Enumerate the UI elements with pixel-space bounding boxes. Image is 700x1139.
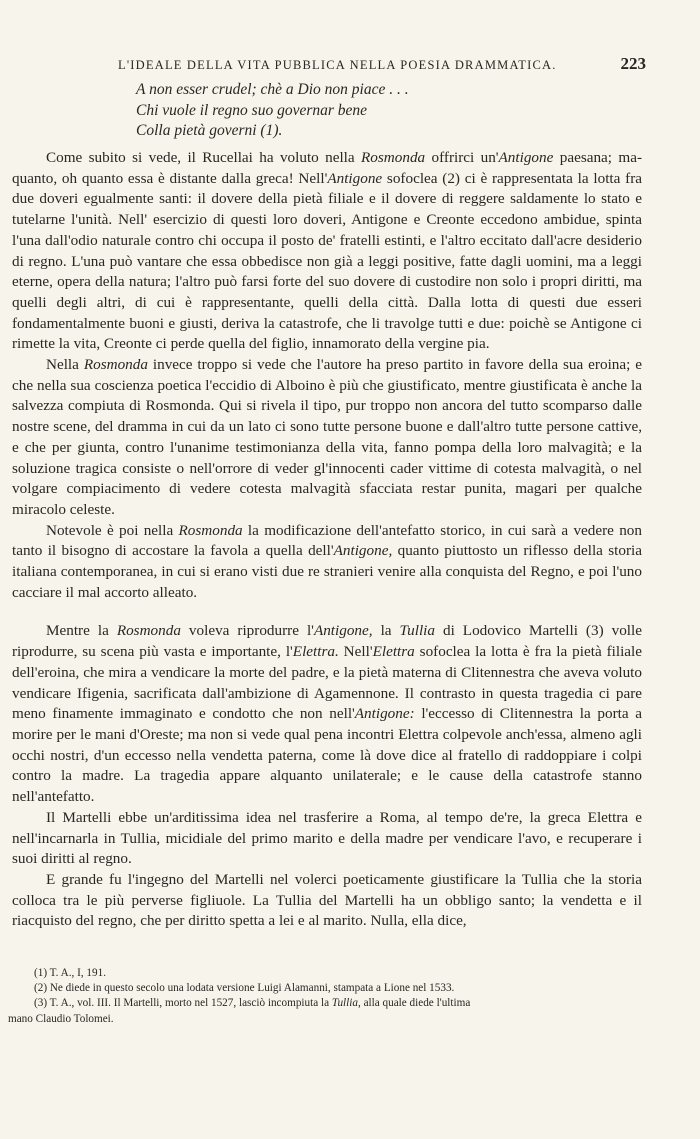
italic-title: Tullia	[331, 997, 358, 1010]
text-run: E grande fu l'ingegno del Martelli nel volerci poeticamente giustificare la Tullia che la storia colloca tra le più perverse figliuole. La Tullia del Martelli ha un obbligo santo; la vendetta e il riacquisto del regno, che per diritto spetta a lei e al marito. Nulla, ella dice,	[12, 870, 642, 930]
page-header	[60, 54, 646, 78]
text-run: la	[372, 622, 400, 640]
text-run: sofoclea la lotta è fra la pietà filiale dell'eroina, che mira a vendicare la morte del padre, e la pietà materna di Clitennestra che aveva voluto vendicare Ifigenia, sacrificata dall'ambizione di Agamennone. Il contrasto in questa tragedia ci pare meno finamente immaginato e condotto che non nell'	[12, 643, 643, 723]
text-run: paesana; ma-quanto, oh quanto essa è distante dalla greca! Nell'	[12, 149, 642, 187]
running-head: L'IDEALE DELLA VITA PUBBLICA NELLA POESIA DRAMMATICA.	[118, 58, 557, 72]
italic-title: Antigone,	[313, 622, 373, 640]
text-run: l'eccesso di Clitennestra la porta a morire per le mani d'Oreste; ma non si vede qual pena incontri Elettra colpevole anch'essa, almeno agli occhi nostri, d'un eccesso nella vendetta paterna, come là dove dice al fratello di raddoppiare i colpi contro la madre. La tragedia appare alquanto unilaterale; e le cause della catastrofe stanno nell'antefatto.	[12, 705, 642, 806]
italic-title: Tullia	[399, 622, 435, 640]
footnote: (3) T. A., vol. III. Il Martelli, morto nel 1527, lasciò incompiuta la Tullia, alla quale diede l'ultima	[34, 997, 471, 1010]
paragraph	[12, 808, 642, 870]
verse-line: A non esser crudel; chè a Dio non piace . . .	[136, 81, 409, 98]
text-run: Notevole è poi nella	[46, 521, 179, 539]
footnote-continuation: mano Claudio Tolomei.	[8, 1012, 114, 1025]
text-run: sofoclea (2) ci è rappresentata la lotta fra due doveri egualmente santi: il dovere della pietà filiale e il dovere di reggere saldamente lo stato e tutelarne l'unità. Nell' esercizio di questi loro doveri, Antigone e Creonte eccedono ambidue, spinta l'una dall'odio naturale contro chi occupa il posto de' fratelli estinti, e l'altro eccitato dall'acre desiderio di regno. L'una può vantare che essa obbedisce non già a leggi positive, fatte dagli uomini, ma a leggi eterne, opera della natura; l'altro può farsi forte del suo dovere di custodire non solo i propri diritti, ma quelli degli altri, di cui è rappresentante, quelli della città. Dalla lotta di questi due esseri fondamentalmente buoni e giusti, deriva la catastrofe, che li travolge tutti e due: poichè se Antigone ci rimette la vita, Creonte ci perde quella del figlio, innamorato della vergine pia.	[12, 169, 642, 353]
text-run: Nella	[46, 356, 84, 374]
italic-title: Antigone:	[354, 705, 415, 723]
italic-title: Rosmonda	[83, 356, 148, 374]
text-run: Il Martelli ebbe un'arditissima idea nel trasferire a Roma, al tempo de're, la greca Elettra e nell'incarnarla in Tullia, micidiale del primo marito e della madre per vendicare l'avo, e recuperare i suoi diritti al regno.	[12, 808, 642, 868]
footnote: (1) T. A., I, 191.	[34, 967, 106, 979]
text-run: invece troppo si vede che l'autore ha preso partito in favore della sua eroina; e che nella sua coscienza poetica l'eccidio di Alboino è più che giustificato, mentre giustificata è anche la salvezza compiuta di Rosmonda. Qui si rivela il tipo, pur troppo non ancora del tutto scomparso dalle nostre scene, del dramma in cui da un lato ci sono tutte persone buone e dall'altro tutte persone cattive, e che per giunta, contro l'unanime testimonianza della vita, fanno pompa della loro malvagità; e la soluzione tragica consiste o nell'orrore di veder gl'innocenti cader vittime di cotesta malvagità, o nel volgare compiacimento di vedere cotesta malvagità sfacciata restar punita, magari per qualche miracolo celeste.	[12, 356, 643, 518]
footnote: (2) Ne diede in questo secolo una lodata versione Luigi Alamanni, stampata a Lione nel 1533.	[34, 982, 455, 995]
italic-title: Antigone	[327, 169, 383, 187]
verse-line: Colla pietà governi (1).	[136, 122, 283, 139]
italic-title: Rosmonda	[178, 521, 243, 539]
italic-title: Elettra.	[292, 643, 339, 661]
page-number: 223	[620, 54, 646, 73]
paragraph	[12, 148, 642, 355]
text-run: voleva riprodurre l'	[180, 622, 314, 640]
text-run: Mentre la	[46, 622, 117, 640]
italic-title: Rosmonda	[116, 622, 181, 640]
paragraph	[12, 870, 642, 932]
text-run: offrirci un'	[425, 149, 499, 166]
text-run: la modificazione dell'antefatto storico, in cui sarà a vedere non tanto il bisogno di accostare la favola a quella dell'	[12, 521, 642, 560]
paragraph	[12, 521, 642, 604]
verse-quote	[136, 80, 409, 142]
body-text	[12, 148, 642, 932]
text-run: Come subito si vede, il Rucellai ha voluto nella	[46, 149, 362, 166]
verse-line: Chi vuole il regno suo governar bene	[136, 101, 368, 119]
text-run: quanto piuttosto un riflesso della storia italiana contemporanea, in cui si erano visti due re stranieri venire alla conquista del Regno, e poi l'uno cacciare il mal accorto alleato.	[12, 542, 642, 601]
footnotes	[8, 966, 648, 1027]
italic-title: Elettra	[372, 643, 415, 661]
paragraph	[12, 355, 642, 521]
text-run: di Lodovico Martelli (3) volle riprodurre, su scena più vasta e importante, l'	[12, 622, 642, 661]
italic-title: Antigone,	[333, 542, 393, 560]
paragraph	[12, 621, 642, 807]
italic-title: Rosmonda	[361, 149, 426, 166]
italic-title: Antigone	[498, 149, 554, 166]
text-run: Nell'	[338, 643, 373, 661]
